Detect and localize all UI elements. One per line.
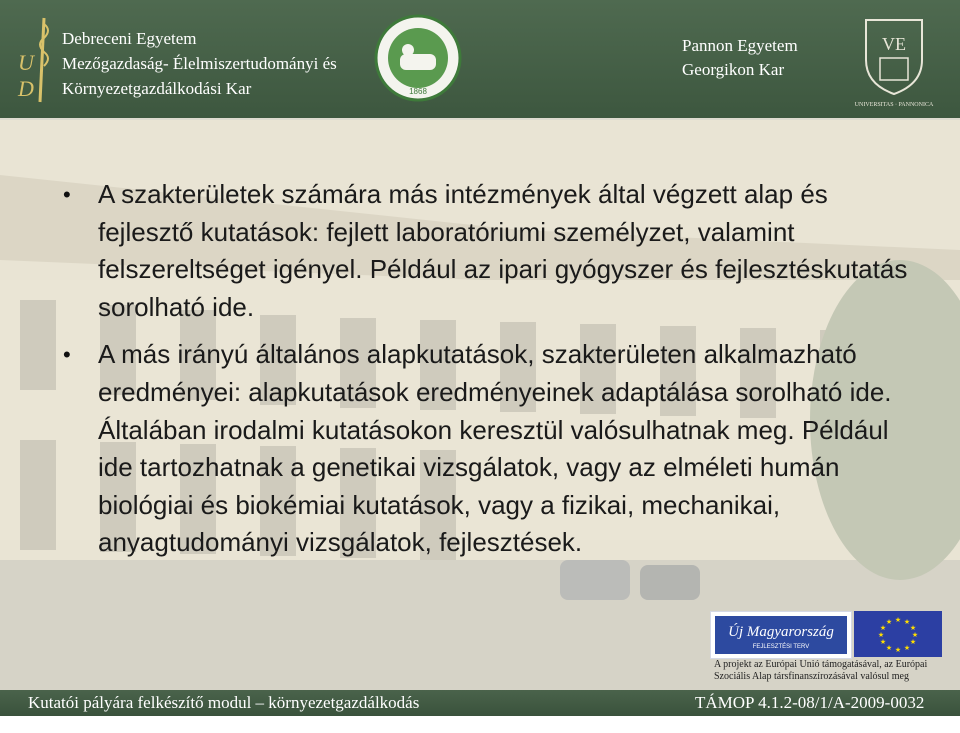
svg-text:★: ★ (894, 646, 902, 654)
header-left-line-2: Mezőgazdaság- Élelmiszertudományi és (62, 54, 337, 73)
footer-bar (0, 690, 960, 732)
svg-text:★: ★ (894, 616, 902, 624)
svg-text:★: ★ (903, 644, 911, 652)
svg-text:★: ★ (903, 618, 911, 626)
svg-text:★: ★ (909, 638, 917, 646)
ud-logo-icon (14, 14, 58, 104)
seal-logo-icon (374, 14, 462, 102)
header-left-line-1: Debreceni Egyetem (62, 29, 197, 48)
bullet-item (58, 336, 908, 562)
svg-text:★: ★ (909, 624, 917, 632)
uj-magyarorszag-logo (710, 611, 852, 659)
eu-flag-icon (854, 611, 942, 657)
bullet-item (58, 176, 908, 326)
svg-text:★: ★ (879, 624, 887, 632)
header-right-line-2: Georgikon Kar (682, 60, 785, 79)
svg-text:★: ★ (885, 618, 893, 626)
bullet-symbol: • (63, 342, 71, 368)
svg-text:D: D (18, 76, 34, 101)
svg-text:U: U (18, 50, 34, 75)
pannon-faculty-name (682, 34, 798, 82)
crest-ribbon: UNIVERSITAS · PANNONICA (854, 102, 934, 108)
debrecen-faculty-name (62, 26, 337, 101)
footer-project-id: TÁMOP 4.1.2-08/1/A-2009-0032 számú projekt (695, 693, 925, 732)
svg-text:★: ★ (877, 631, 885, 639)
bullet-text: A más irányú általános alapkutatások, szakterületen alkalmazható eredményei: alapkutatások eredményeinek adaptálása sorolható ide. Általában irodalmi kutatásokon keresztül valósulhatnak meg. Például ide tartozhatnak a genetikai vizsgálatok, vagy az elméleti humán biológiai és biokémiai kutatások, vagy a fizikai, mechanikai, anyagtudományi vizsgálatok, fejlesztések. (98, 339, 892, 558)
bullet-symbol: • (63, 182, 71, 207)
eu-note-line-1: A projekt az Európai Unió támogatásával, az Európai (714, 659, 928, 670)
funding-logos (710, 611, 942, 657)
bullet-list (58, 176, 908, 572)
svg-text:★: ★ (911, 631, 919, 639)
footer-module-title: Kutatói pályára felkészítő modul – környezetgazdálkodás (28, 693, 420, 712)
header-left-line-3: Környezetgazdálkodási Kar (62, 79, 252, 98)
uj-mo-title: Új Magyarország (728, 624, 834, 640)
seal-year: 1868 (409, 87, 427, 96)
crest-monogram: VE (882, 34, 906, 54)
uj-mo-subtitle: FEJLESZTÉSI TERV (752, 644, 810, 650)
svg-text:★: ★ (885, 644, 893, 652)
header-banner (0, 0, 960, 118)
header-right-line-1: Pannon Egyetem (682, 36, 798, 55)
bullet-text: A szakterületek számára más intézmények által végzett alap és fejlesztő kutatások: fejlett laboratóriumi személyzet, valamint felszereltséget igényel. Például az ipari gyógyszer és fejlesztéskutatás sorolható ide. (98, 179, 908, 322)
eu-funding-note (714, 659, 944, 683)
svg-text:★: ★ (879, 638, 887, 646)
eu-note-line-2: Szociális Alap társfinanszírozásával valósul meg (714, 671, 909, 682)
pannon-university-logo-icon (846, 14, 942, 110)
